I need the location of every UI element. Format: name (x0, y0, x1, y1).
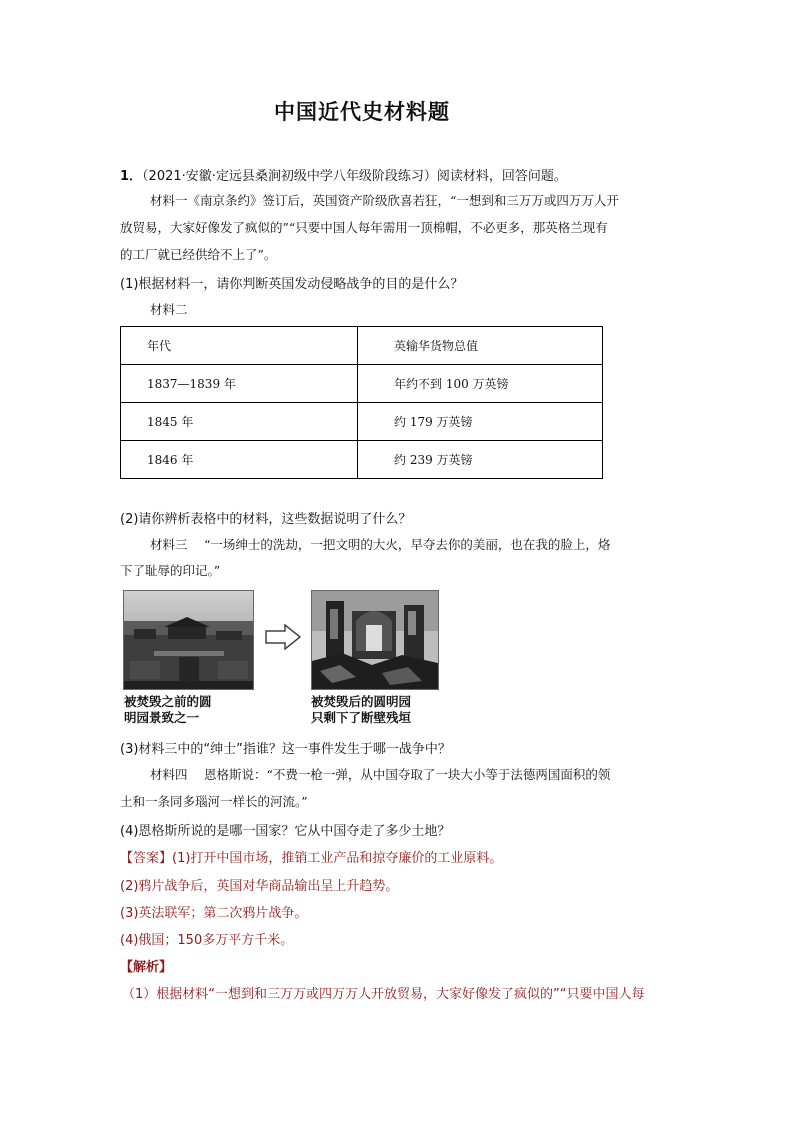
material4-line: 土和一条同多瑙河一样长的河流。” (120, 794, 308, 809)
table-header-row (121, 327, 603, 365)
answer-line-4: (4)俄国；150多万平方千米。 (120, 933, 294, 948)
answer-label: 【答案】 (120, 851, 173, 866)
answer-line-2: (2)鸦片战争后，英国对华商品输出呈上升趋势。 (120, 879, 399, 894)
caption-line: 只剩下了断壁残垣 (311, 710, 412, 725)
analysis-label: 【解析】 (120, 960, 173, 975)
answer-text: (1)打开中国市场，推销工业产品和掠夺廉价的工业原料。 (172, 851, 503, 866)
question-number: 1． (120, 169, 143, 184)
material1-line: 的工厂就已经供给不上了”。 (120, 247, 277, 262)
question-4: (4)恩格斯所说的是哪一国家？它从中国夺走了多少土地？ (120, 824, 451, 839)
table-row (121, 441, 603, 479)
question-source: （2021·安徽·定远县桑涧初级中学八年级阶段练习）阅读材料，回答问题。 (142, 169, 567, 184)
material3-line: 材料三 “一场绅士的洗劫，一把文明的大火，早夺去你的美丽，也在我的脸上，烙 (150, 537, 611, 552)
answer-line-1 (120, 847, 502, 866)
material1-line: 放贸易，大家好像发了疯似的”“只要中国人每年需用一顶棉帽，不必更多，那英格兰现有 (120, 220, 608, 235)
caption-after (311, 694, 411, 726)
table-cell: 1845 年 (121, 403, 358, 441)
table-row (121, 365, 603, 403)
table-cell: 约 239 万英镑 (358, 441, 603, 479)
question-3: (3)材料三中的“绅士”指谁？这一事件发生于哪一战争中？ (120, 742, 451, 757)
table-cell: 1846 年 (121, 441, 358, 479)
caption-before (124, 694, 212, 726)
table-header-cell: 英输华货物总值 (358, 327, 603, 365)
material3-line: 下了耻辱的印记。” (120, 563, 221, 578)
yuanmingyuan-before-photo (123, 590, 254, 690)
table-cell: 1837—1839 年 (121, 365, 358, 403)
question-header (120, 165, 567, 184)
analysis-line: （1）根据材料“一想到和三万万或四万万人开放贸易，大家好像发了疯似的”“只要中国人每 (122, 987, 645, 1002)
answer-line-3: (3)英法联军；第二次鸦片战争。 (120, 906, 308, 921)
table-row (121, 403, 603, 441)
page-title: 中国近代史材料题 (274, 100, 450, 124)
table-cell: 约 179 万英镑 (358, 403, 603, 441)
question-2: (2)请你辨析表格中的材料，这些数据说明了什么？ (120, 512, 412, 527)
material4-line: 材料四 恩格斯说：“不费一枪一弹，从中国夺取了一块大小等于法德两国面积的领 (150, 767, 611, 782)
caption-line: 被焚毁后的圆明园 (311, 694, 412, 709)
material1-line: 材料一《南京条约》签订后，英国资产阶级欣喜若狂，“一想到和三万万或四万万人开 (150, 193, 619, 208)
caption-line: 被焚毁之前的圆 (124, 694, 212, 709)
export-value-table (120, 326, 603, 479)
table-cell: 年约不到 100 万英镑 (358, 365, 603, 403)
table-header-cell: 年代 (121, 327, 358, 365)
question-1: (1)根据材料一，请你判断英国发动侵略战争的目的是什么？ (120, 277, 464, 292)
yuanmingyuan-ruins-photo (311, 590, 439, 690)
arrow-right-icon (265, 624, 301, 650)
material2-label: 材料二 (150, 302, 188, 317)
caption-line: 明园景致之一 (124, 710, 200, 725)
